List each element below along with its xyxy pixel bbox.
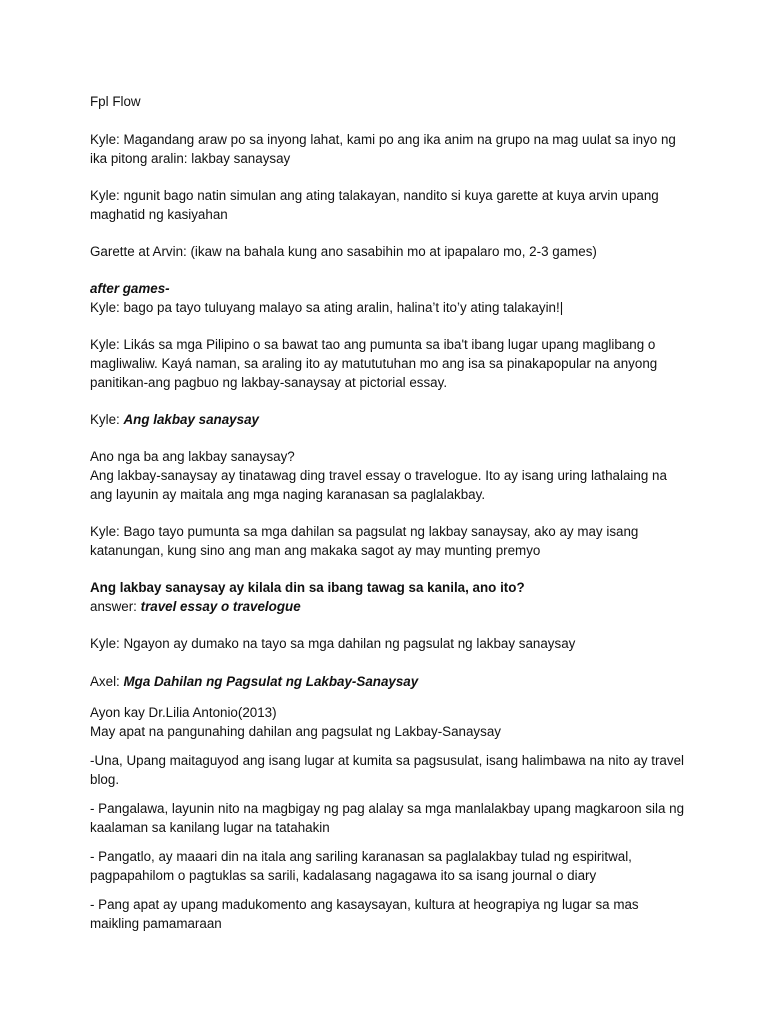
- topic-title: Ang lakbay sanaysay: [123, 412, 259, 427]
- reason-item: -Una, Upang maitaguyod ang isang lugar at kumita sa pagsusulat, isang halimbawa na nito ay travel blog.: [90, 753, 685, 787]
- question-line: Ano nga ba ang lakbay sanaysay?: [90, 449, 295, 464]
- topic-line: [90, 410, 690, 429]
- reason-item: - Pangatlo, ay maaari din na itala ang sariling karanasan sa paglalakbay tulad ng espiritwal, pagpapahilom o pagtuklas sa sarili, kadalasang nagagawa ito sa isang journal o diary: [90, 849, 632, 883]
- reasons-heading: Mga Dahilan ng Pagsulat ng Lakbay-Sanaysay: [123, 674, 419, 689]
- quiz-answer-line: [90, 597, 690, 616]
- reasons-intro: May apat na pangunahing dahilan ang pagsulat ng Lakbay-Sanaysay: [90, 724, 501, 739]
- reasons-speaker: Axel:: [90, 674, 124, 689]
- paragraph-likas: Kyle: Likás sa mga Pilipino o sa bawat tao ang pumunta sa iba't ibang lugar upang maglibang o magliwaliw. Kayá naman, sa araling ito ay matututuhan mo ang isa sa pinakapopular na anyong panitikan-ang pagbuo ng lakbay-sanaysay at pictorial essay.: [90, 337, 658, 390]
- quiz-answer: travel essay o travelogue: [140, 599, 301, 614]
- paragraph-reasons-intro: Kyle: Ngayon ay dumako na tayo sa mga dahilan ng pagsulat ng lakbay sanaysay: [90, 636, 576, 651]
- definition-paragraph: Ang lakbay-sanaysay ay tinatawag ding travel essay o travelogue. Ito ay isang uring lathalaing na ang layunin ay maitala ang mga naging karanasan sa paglalakbay.: [90, 468, 667, 502]
- paragraph-transition: Kyle: ngunit bago natin simulan ang ating talakayan, nandito si kuya garette at kuya arvin upang maghatid ng kasiyahan: [90, 188, 659, 222]
- reason-item: - Pangalawa, layunin nito na magbigay ng pag alalay sa mga manlalakbay upang magkaroon sila ng kaalaman sa kanilang lugar na tatahakin: [90, 801, 685, 835]
- reasons-heading-line: [90, 672, 690, 691]
- document-page: [90, 92, 690, 933]
- paragraph-quiz: Kyle: Bago tayo pumunta sa mga dahilan sa pagsulat ng lakbay sanaysay, ako ay may isang katanungan, kung sino ang man ang makaka sagot ay may munting premyo: [90, 524, 639, 558]
- paragraph-games: Garette at Arvin: (ikaw na bahala kung ano sasabihin mo at ipapalaro mo, 2-3 games): [90, 244, 597, 259]
- topic-speaker: Kyle:: [90, 412, 124, 427]
- paragraph-continue: Kyle: bago pa tayo tuluyang malayo sa ating aralin, halina’t ito’y ating talakayin!|: [90, 300, 564, 315]
- after-games-heading: after games-: [90, 281, 170, 296]
- reason-item: - Pang apat ay upang madukomento ang kasaysayan, kultura at heograpiya ng lugar sa mas maikling pamamaraan: [90, 897, 639, 931]
- document-title: Fpl Flow: [90, 94, 141, 109]
- source-line: Ayon kay Dr.Lilia Antonio(2013): [90, 705, 277, 720]
- paragraph-intro: Kyle: Magandang araw po sa inyong lahat, kami po ang ika anim na grupo na mag uulat sa inyo ng ika pitong aralin: lakbay sanaysay: [90, 132, 676, 166]
- quiz-question: Ang lakbay sanaysay ay kilala din sa ibang tawag sa kanila, ano ito?: [90, 580, 525, 595]
- quiz-answer-label: answer:: [90, 599, 141, 614]
